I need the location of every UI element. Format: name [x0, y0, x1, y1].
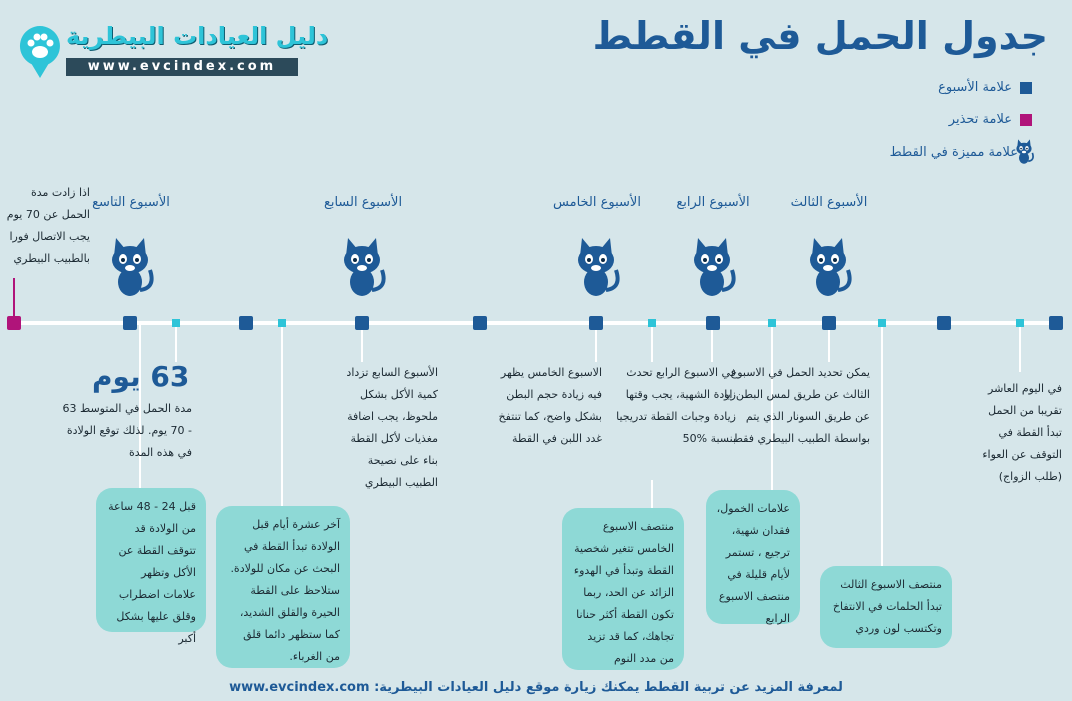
paw-logo-icon: [20, 26, 60, 78]
blue-square-icon: [1020, 82, 1032, 94]
week-marker: [1049, 316, 1063, 330]
week-marker: [937, 316, 951, 330]
note-day-10: في اليوم العاشر تقريبا من الحمل تبدأ القطة في التوقف عن العواء (طلب الزواج): [982, 382, 1062, 483]
footer-note: لمعرفة المزيد عن تربية القطط يمكنك زيارة موقع دليل العيادات البيطرية: www.evcindex.com: [229, 680, 843, 695]
week-marker: [123, 316, 137, 330]
due-note: مدة الحمل في المتوسط 63 - 70 يوم. لذلك توقع الولادة في هذه المدة: [62, 402, 192, 459]
legend-cat-icon: [1016, 139, 1033, 163]
logo-url[interactable]: www.evcindex.com: [66, 58, 298, 76]
small-marker: [278, 319, 286, 327]
legend-label: علامة الأسبوع: [938, 80, 1012, 95]
cat-icon: [112, 238, 152, 296]
week-marker: [822, 316, 836, 330]
note-week-7: الأسبوع السابع تزداد كمية الأكل بشكل ملحوظ، يجب اضافة مغذيات لأكل القطة بناء على نصيحة الطبيب البيطري: [346, 366, 438, 489]
legend-item-warning: [949, 112, 1032, 127]
week-label-7: الأسبوع السابع: [323, 195, 403, 210]
legend-item-week: [938, 80, 1032, 95]
page-title: جدول الحمل في القطط: [592, 14, 1048, 58]
week-marker: [706, 316, 720, 330]
week-label-9: الأسبوع التاسع: [92, 195, 170, 210]
week-label-5: الأسبوع الخامس: [553, 195, 641, 210]
small-marker: [768, 319, 776, 327]
box-last-ten-days: آخر عشرة أيام قبل الولادة تبدأ القطة في البحث عن مكان للولادة. ستلاحظ على القطة الحيرة والقلق الشديد، كما ستظهر دائما قلق من الغرباء.: [216, 506, 350, 668]
box-mid-week-3: منتصف الاسبوع الثالث تبدأ الحلمات في الانتفاخ وتكتسب لون وردي: [820, 566, 952, 648]
logo-name: دليل العيادات البيطرية: [66, 22, 329, 50]
small-marker: [648, 319, 656, 327]
legend-item-cat: [890, 145, 1018, 160]
week-marker: [239, 316, 253, 330]
week-marker: [589, 316, 603, 330]
small-marker: [878, 319, 886, 327]
warning-marker: [7, 316, 21, 330]
due-days: 63 يوم: [92, 360, 190, 393]
magenta-square-icon: [1020, 114, 1032, 126]
cat-icon: [810, 238, 850, 296]
week-label-4: الأسبوع الرابع: [676, 195, 750, 210]
small-marker: [172, 319, 180, 327]
legend-label: علامة تحذير: [948, 112, 1012, 127]
week-marker: [355, 316, 369, 330]
warning-note: اذا زادت مدة الحمل عن 70 يوم يجب الاتصال فورا بالطبيب البيطري: [6, 186, 90, 265]
box-48-hours: قبل 24 - 48 ساعة من الولادة قد تتوقف القطة عن الأكل وتظهر علامات اضطراب وقلق عليها بشكل أكبر: [96, 488, 206, 632]
cat-icon: [344, 238, 384, 296]
cat-icon: [694, 238, 734, 296]
week-label-3: الأسبوع الثالث: [790, 195, 868, 210]
week-marker: [473, 316, 487, 330]
cat-icon: [578, 238, 618, 296]
note-week-5: الاسبوع الخامس يظهر فيه زيادة حجم البطن بشكل واضح، كما تنتفخ غدد اللبن في القطة: [498, 366, 602, 445]
note-week-4: في الاسبوع الرابع تحدث زيادة الشهية، يجب وقتها زيادة وجبات القطة تدريجيا بنسبة %50: [616, 366, 736, 445]
small-marker: [1016, 319, 1024, 327]
box-mid-week-5: منتصف الاسبوع الخامس تتغير شخصية القطة وتبدأ في الهدوء الزائد عن الحد، ربما تكون القطة أكثر حنانا تجاهك، كما قد تزيد من مدد النوم: [562, 508, 684, 670]
box-mid-week-4: علامات الخمول، فقدان شهية، ترجيع ، تستمر لأيام قليلة في منتصف الاسبوع الرابع: [706, 490, 800, 624]
legend-label: علامة مميزة في القطط: [889, 145, 1018, 160]
note-week-3: يمكن تحديد الحمل في الاسبوع الثالث عن طريق لمس البطن او عن طريق السونار الذي يتم بواسطة الطبيب البيطري فقط: [724, 366, 870, 445]
